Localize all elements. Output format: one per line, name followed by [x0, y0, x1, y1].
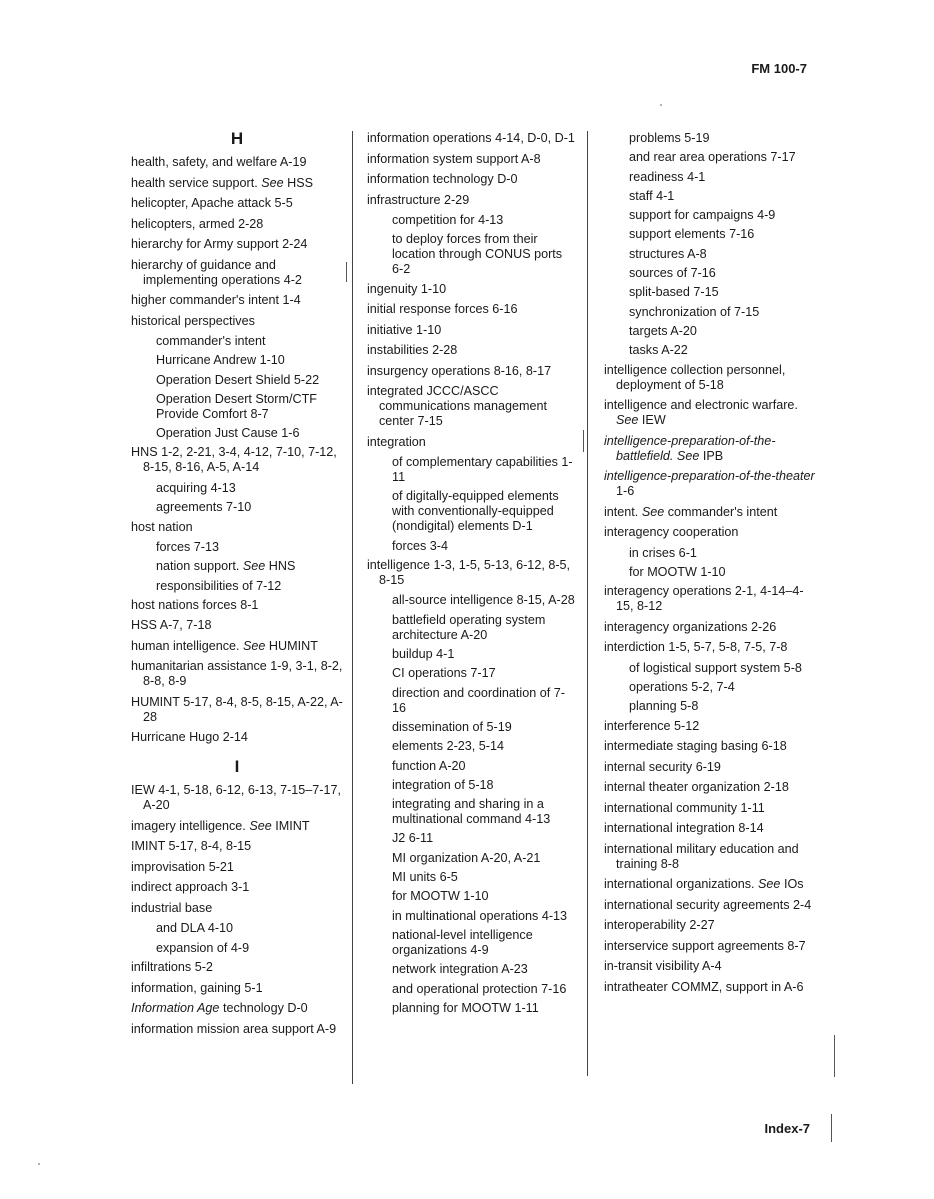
section-letter: I — [234, 757, 240, 777]
scan-speck — [38, 1163, 40, 1165]
index-subentry: planning 5-8 — [629, 699, 699, 714]
index-subentry: Operation Desert Shield 5-22 — [156, 372, 320, 387]
index-subentry: split-based 7-15 — [629, 285, 719, 300]
index-subentry: to deploy forces from their location through CONUS ports 6-2 — [392, 232, 563, 277]
index-entry: intelligence collection personnel, deployment of 5-18 — [604, 362, 786, 392]
index-entry: initiative 1-10 — [367, 322, 442, 337]
index-entry: host nations forces 8-1 — [131, 597, 259, 612]
index-entry: internal security 6-19 — [604, 759, 721, 774]
index-entry: intent. See commander's intent — [604, 504, 778, 519]
index-entry: insurgency operations 8-16, 8-17 — [367, 363, 552, 378]
index-subentry: for MOOTW 1-10 — [392, 889, 489, 904]
index-entry: HNS 1-2, 2-21, 3-4, 4-12, 7-10, 7-12, 8-15, 8-16, A-5, A-14 — [131, 445, 337, 475]
index-subentry: elements 2-23, 5-14 — [392, 739, 505, 754]
index-entry: internal theater organization 2-18 — [604, 780, 789, 795]
index-subentry: targets A-20 — [629, 323, 697, 338]
index-subentry: of complementary capabilities 1-11 — [392, 455, 573, 485]
section-letter: H — [230, 129, 244, 148]
index-subentry: in crises 6-1 — [629, 545, 697, 560]
index-subentry: and operational protection 7-16 — [392, 981, 567, 996]
index-subentry: support for campaigns 4-9 — [629, 208, 776, 223]
index-entry: intelligence-preparation-of-the-theater 1-6 — [604, 469, 815, 499]
index-subentry: responsibilities of 7-12 — [156, 578, 282, 593]
index-subentry: agreements 7-10 — [156, 500, 252, 515]
index-entry: interagency cooperation — [604, 525, 739, 540]
index-subentry: battlefield operating system architecture A-20 — [392, 612, 546, 642]
index-entry: international organizations. See IOs — [604, 877, 804, 892]
index-subentry: direction and coordination of 7-16 — [392, 685, 565, 715]
index-subentry: expansion of 4-9 — [156, 940, 250, 955]
index-subentry: planning for MOOTW 1-11 — [392, 1000, 539, 1015]
index-entry: helicopters, armed 2-28 — [131, 216, 264, 231]
index-subentry: all-source intelligence 8-15, A-28 — [392, 593, 575, 608]
index-subentry: integration of 5-18 — [392, 777, 494, 792]
index-entry: information technology D-0 — [367, 172, 518, 186]
index-subentry: MI units 6-5 — [392, 870, 458, 885]
index-subentry: acquiring 4-13 — [156, 480, 236, 495]
index-entry: intratheater COMMZ, support in A-6 — [604, 979, 804, 994]
index-subentry: support elements 7-16 — [629, 227, 755, 242]
index-subentry: of digitally-equipped elements with conventionally-equipped (nondigital) elements D-1 — [392, 489, 559, 534]
index-entry: international security agreements 2-4 — [604, 897, 812, 912]
index-entry: health service support. See HSS — [131, 175, 314, 190]
index-entry: host nation — [131, 519, 193, 534]
index-subentry: staff 4-1 — [629, 188, 675, 203]
index-entry: HUMINT 5-17, 8-4, 8-5, 8-15, A-22, A-28 — [131, 694, 343, 724]
index-entry: historical perspectives — [131, 313, 255, 328]
index-entry: industrial base — [131, 900, 213, 915]
index-subentry: and rear area operations 7-17 — [629, 150, 796, 165]
index-subentry: commander's intent — [156, 334, 266, 348]
index-entry: interference 5-12 — [604, 718, 700, 733]
scan-speck — [660, 104, 662, 106]
index-entry: human intelligence. See HUMINT — [131, 638, 318, 653]
index-entry: infrastructure 2-29 — [367, 192, 470, 207]
index-entry: health, safety, and welfare A-19 — [131, 155, 307, 169]
index-subentry: sources of 7-16 — [629, 266, 716, 281]
index-entry: information mission area support A-9 — [131, 1021, 337, 1036]
index-entry: IMINT 5-17, 8-4, 8-15 — [131, 839, 252, 854]
index-entry: international integration 8-14 — [604, 821, 764, 836]
running-header: FM 100-7 — [751, 61, 807, 76]
index-column-3 — [604, 131, 820, 1000]
change-bar-2 — [583, 430, 584, 452]
index-subentry: in multinational operations 4-13 — [392, 908, 568, 923]
index-entry: initial response forces 6-16 — [367, 302, 518, 317]
index-entry: intelligence 1-3, 1-5, 5-13, 6-12, 8-5, 8-15 — [367, 557, 571, 587]
index-entry: information operations 4-14, D-0, D-1 — [367, 131, 575, 145]
index-column-2 — [367, 131, 575, 1020]
index-entry: interagency operations 2-1, 4-14–4-15, 8-12 — [604, 584, 804, 614]
index-subentry: of logistical support system 5-8 — [629, 660, 802, 675]
index-entry: IEW 4-1, 5-18, 6-12, 6-13, 7-15–7-17, A-20 — [131, 783, 342, 813]
index-subentry: competition for 4-13 — [392, 213, 504, 227]
index-subentry: J2 6-11 — [392, 831, 434, 846]
change-bar-3 — [834, 1035, 835, 1077]
index-entry: indirect approach 3-1 — [131, 880, 250, 895]
index-entry: Hurricane Hugo 2-14 — [131, 730, 248, 745]
index-subentry: Operation Desert Storm/CTF Provide Comfort 8-7 — [156, 391, 317, 421]
index-subentry: structures A-8 — [629, 246, 707, 261]
index-entry: improvisation 5-21 — [131, 859, 234, 874]
change-bar-4 — [831, 1114, 832, 1142]
index-subentry: buildup 4-1 — [392, 647, 455, 662]
index-subentry: dissemination of 5-19 — [392, 719, 512, 734]
index-subentry: readiness 4-1 — [629, 169, 706, 184]
index-entry: international community 1-11 — [604, 800, 765, 815]
index-entry: infiltrations 5-2 — [131, 960, 213, 975]
index-entry: hierarchy of guidance and implementing operations 4-2 — [131, 257, 302, 287]
index-subentry: problems 5-19 — [629, 131, 710, 145]
index-entry: Information Age technology D-0 — [131, 1001, 308, 1016]
index-entry: interagency organizations 2-26 — [604, 619, 777, 634]
index-subentry: CI operations 7-17 — [392, 666, 496, 681]
index-subentry: forces 3-4 — [392, 538, 448, 553]
index-entry: intelligence and electronic warfare. See IEW — [604, 398, 798, 428]
index-column-1 — [131, 129, 343, 1042]
index-entry: ingenuity 1-10 — [367, 281, 447, 296]
index-subentry: tasks A-22 — [629, 343, 688, 358]
index-entry: integration — [367, 434, 426, 449]
index-entry: information, gaining 5-1 — [131, 980, 263, 995]
index-subentry: Hurricane Andrew 1-10 — [156, 353, 285, 368]
index-entry: international military education and training 8-8 — [604, 841, 799, 871]
index-subentry: and DLA 4-10 — [156, 921, 234, 936]
index-subentry: for MOOTW 1-10 — [629, 564, 726, 579]
index-entry: helicopter, Apache attack 5-5 — [131, 196, 293, 210]
column-divider-right — [587, 131, 588, 1076]
index-entry: integrated JCCC/ASCC communications management center 7-15 — [367, 384, 547, 429]
index-subentry: forces 7-13 — [156, 540, 219, 555]
index-subentry: national-level intelligence organizations 4-9 — [392, 927, 533, 957]
index-entry: intelligence-preparation-of-the-battlefield. See IPB — [604, 433, 776, 463]
index-entry: higher commander's intent 1-4 — [131, 293, 301, 307]
index-subentry: nation support. See HNS — [156, 559, 296, 574]
index-subentry: MI organization A-20, A-21 — [392, 850, 541, 865]
index-entry: hierarchy for Army support 2-24 — [131, 237, 308, 251]
index-entry: in-transit visibility A-4 — [604, 959, 722, 974]
change-bar-1 — [346, 262, 347, 282]
index-entry: instabilities 2-28 — [367, 343, 458, 358]
index-entry: interdiction 1-5, 5-7, 5-8, 7-5, 7-8 — [604, 640, 788, 655]
column-divider-left — [352, 131, 353, 1084]
index-entry: intermediate staging basing 6-18 — [604, 739, 787, 754]
index-subentry: function A-20 — [392, 758, 466, 773]
index-entry: humanitarian assistance 1-9, 3-1, 8-2, 8-8, 8-9 — [131, 659, 343, 689]
index-entry: HSS A-7, 7-18 — [131, 618, 212, 633]
index-entry: interservice support agreements 8-7 — [604, 938, 806, 953]
index-subentry: operations 5-2, 7-4 — [629, 679, 735, 694]
index-subentry: Operation Just Cause 1-6 — [156, 426, 300, 441]
page-number: Index-7 — [764, 1121, 810, 1136]
index-entry: information system support A-8 — [367, 151, 541, 166]
index-subentry: synchronization of 7-15 — [629, 304, 760, 319]
index-entry: interoperability 2-27 — [604, 918, 715, 933]
index-subentry: integrating and sharing in a multinational command 4-13 — [392, 797, 551, 827]
index-subentry: network integration A-23 — [392, 962, 528, 977]
index-entry: imagery intelligence. See IMINT — [131, 818, 310, 833]
